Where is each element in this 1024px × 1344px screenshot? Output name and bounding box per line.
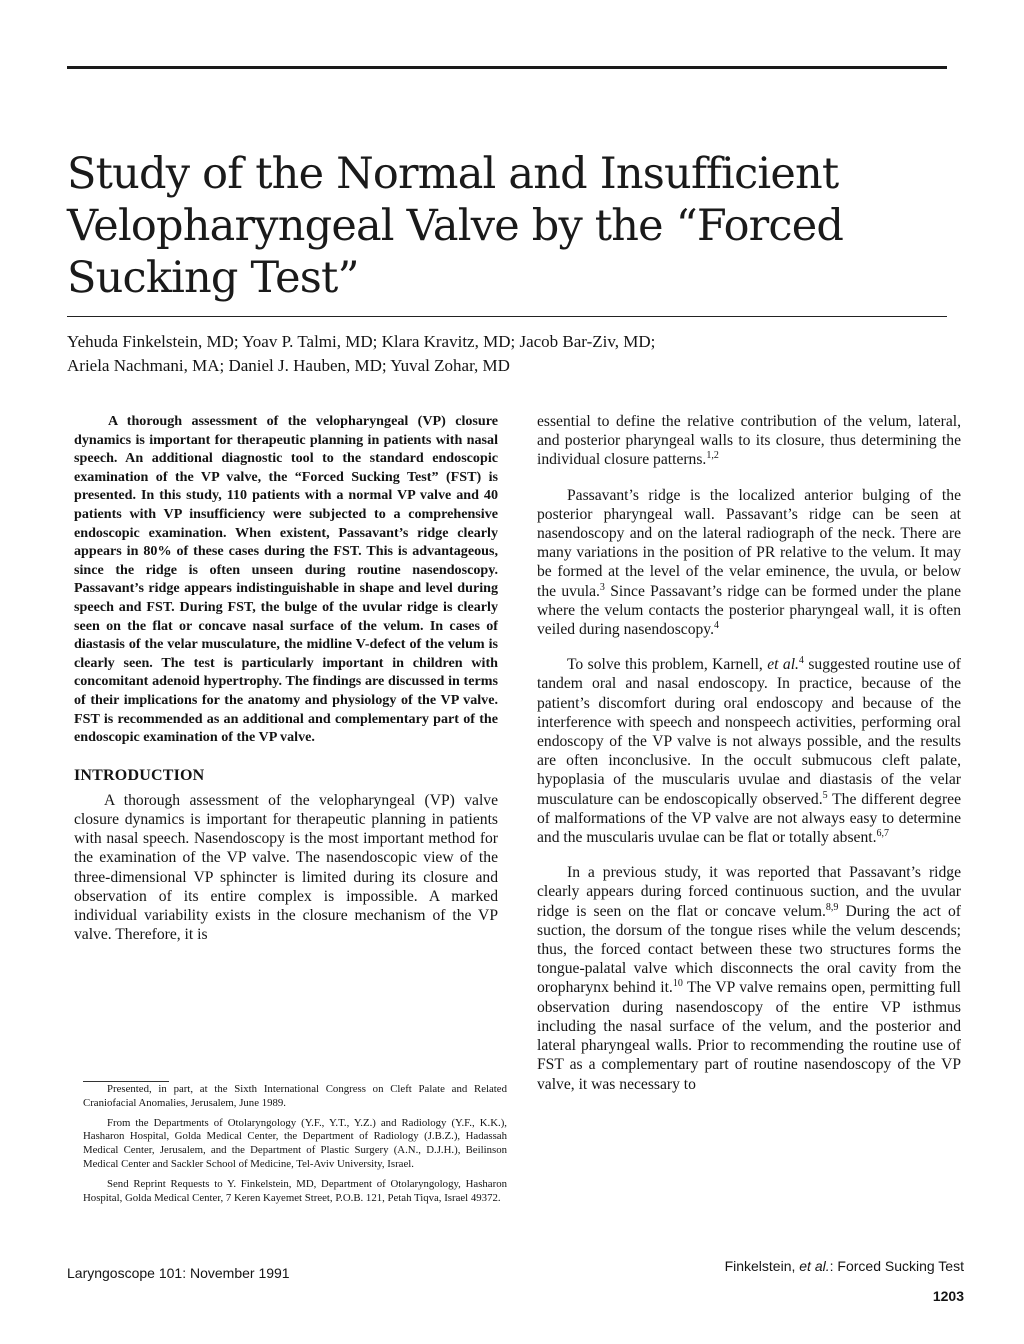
- section-heading-introduction: INTRODUCTION: [74, 766, 205, 784]
- author-line: Ariela Nachmani, MA; Daniel J. Hauben, MD; Yuval Zohar, MD: [67, 356, 510, 375]
- body-paragraph: To solve this problem, Karnell, et al.$^4$ suggested routine use of tandem oral and nasal endoscopy. In practice, because of the patient’s discomfort during oral endoscopy and because of the interference with speech and nonspeech activities, performing oral endoscopy of the VP valve is not always possible, and the results are often inconclusive. In the occult submucous cleft palate, hypoplasia of the muscularis uvulae and diastasis of the velar musculature can be endoscopically observed.$^5$ The different degree of malformations of the VP valve are not always easy to determine and the muscularis uvulae can be flat or totally absent.$^{6,7}$: [537, 655, 962, 847]
- footnotes: [83, 1083, 507, 1211]
- footnote: Send Reprint Requests to Y. Finkelstein, MD, Department of Otolaryngology, Hasharon Hospital, Golda Medical Center, 7 Keren Kayemet Street, P.O.B. 121, Petah Tiqva, Israel 49372.: [83, 1177, 507, 1204]
- footnote: Presented, in part, at the Sixth International Congress on Cleft Palate and Related Craniofacial Anomalies, Jerusalem, June 1989.: [83, 1083, 507, 1109]
- left-column: [74, 412, 498, 944]
- abstract: A thorough assessment of the velopharyngeal (VP) closure dynamics is important for therapeutic planning in patients with nasal speech. An additional diagnostic tool to the standard endoscopic examination of the VP valve, the “Forced Sucking Test” (FST) is presented. In this study, 110 patients with a normal VP valve and 40 patients with VP insufficiency were subjected to a comprehensive endoscopic examination. When existent, Passavant’s ridge clearly appears in 80% of these cases during the FST. This is advantageous, since the ridge is often unseen during routine nasendoscopy. Passavant’s ridge appears indistinguishable in shape and level during speech and FST. During FST, the bulge of the uvular ridge is clearly seen on the flat or concave nasal surface of the velum. In cases of diastasis of the velar musculature, the midline V-defect of the velum is clearly seen. The test is particularly important in children with concomitant adenoid hypertrophy. The findings are discussed in terms of their implications for the anatomy and physiology of the VP valve. FST is recommended as an additional and complementary part of the endoscopic examination of the VP valve.: [74, 413, 498, 746]
- author-list: [67, 330, 947, 378]
- citation-ref: 4: [713, 619, 719, 631]
- title-line: Study of the Normal and Insufficient: [67, 149, 839, 199]
- citation-ref: 1,2: [706, 450, 719, 462]
- author-line: Yehuda Finkelstein, MD; Yoav P. Talmi, MD; Klara Kravitz, MD; Jacob Bar-Ziv, MD;: [67, 332, 656, 351]
- journal-citation: Laryngoscope 101: November 1991: [67, 1265, 290, 1281]
- citation-ref: 3: [599, 581, 605, 593]
- title-line: Sucking Test”: [67, 253, 359, 303]
- citation-ref: 8,9: [825, 901, 839, 913]
- citation-ref: 4: [798, 655, 804, 667]
- citation-ref: 5: [822, 789, 828, 801]
- intro-paragraph: A thorough assessment of the velopharyngeal (VP) valve closure dynamics is important for therapeutic planning in patients with nasal speech. Nasendoscopy is the most important method for the examination of the VP valve. The nasendoscopic view of the three-dimensional VP sphincter is limited during its closure and observation of its entire complex is impossible. A marked individual variability exists in the closure mechanism of the VP valve. Therefore, it is: [74, 791, 498, 944]
- top-rule: [67, 66, 947, 69]
- right-column: [537, 412, 961, 1094]
- footnote-rule: [83, 1081, 169, 1082]
- citation-ref: 10: [672, 978, 683, 990]
- running-head: Finkelstein, et al.: Forced Sucking Test: [724, 1258, 964, 1274]
- body-paragraph: In a previous study, it was reported that Passavant’s ridge clearly appears during forced continuous suction, and the uvular ridge is seen on the flat or concave velum.$^{8,9}$ During the act of suction, the dorsum of the tongue rises while the velum descends; thus, the forced contact between these two structures forms the tongue-palatal valve which disconnects the oral cavity from the oropharynx behind it.$^{10}$ The VP valve remains open, permitting full observation during nasendoscopy of the entire VP isthmus including the nasal surface of the velum, and the posterior and lateral pharyngeal walls. Prior to recommending the routine use of FST as a complementary part of routine nasendoscopy of the VP valve, it was necessary to: [537, 864, 961, 1093]
- article-title: [67, 148, 927, 304]
- title-rule: [67, 316, 947, 317]
- page-number: 1203: [932, 1288, 964, 1304]
- body-paragraph: Passavant’s ridge is the localized anterior bulging of the posterior pharyngeal wall. Passavant’s ridge can be seen at nasendoscopy and on the lateral radiograph of the neck. There are many variations in the position of PR relative to the velum. It may be formed at the level of the velar eminence, the uvula, or below the uvula.$^3$ Since Passavant’s ridge can be formed under the plane where the velum contacts the posterior pharyngeal wall, it is often veiled during nasendoscopy.$^4$: [537, 486, 961, 639]
- body-paragraph: essential to define the relative contribution of the velum, lateral, and posterior pharyngeal walls to its closure, thus determining the individual closure patterns.$^{1,2}$: [537, 413, 961, 469]
- title-line: Velopharyngeal Valve by the “Forced: [67, 201, 844, 251]
- footnote: From the Departments of Otolaryngology (Y.F., Y.T., Y.Z.) and Radiology (Y.F., K.K.), Hasharon Hospital, Golda Medical Center, the Department of Radiology (J.B.Z.), Hadassah Medical Center, Jerusalem, and the Department of Plastic Surgery (A.N., D.J.H.), Beilinson Medical Center and Sackler School of Medicine, Tel-Aviv University, Israel.: [83, 1116, 507, 1170]
- citation-ref: 6,7: [876, 827, 889, 839]
